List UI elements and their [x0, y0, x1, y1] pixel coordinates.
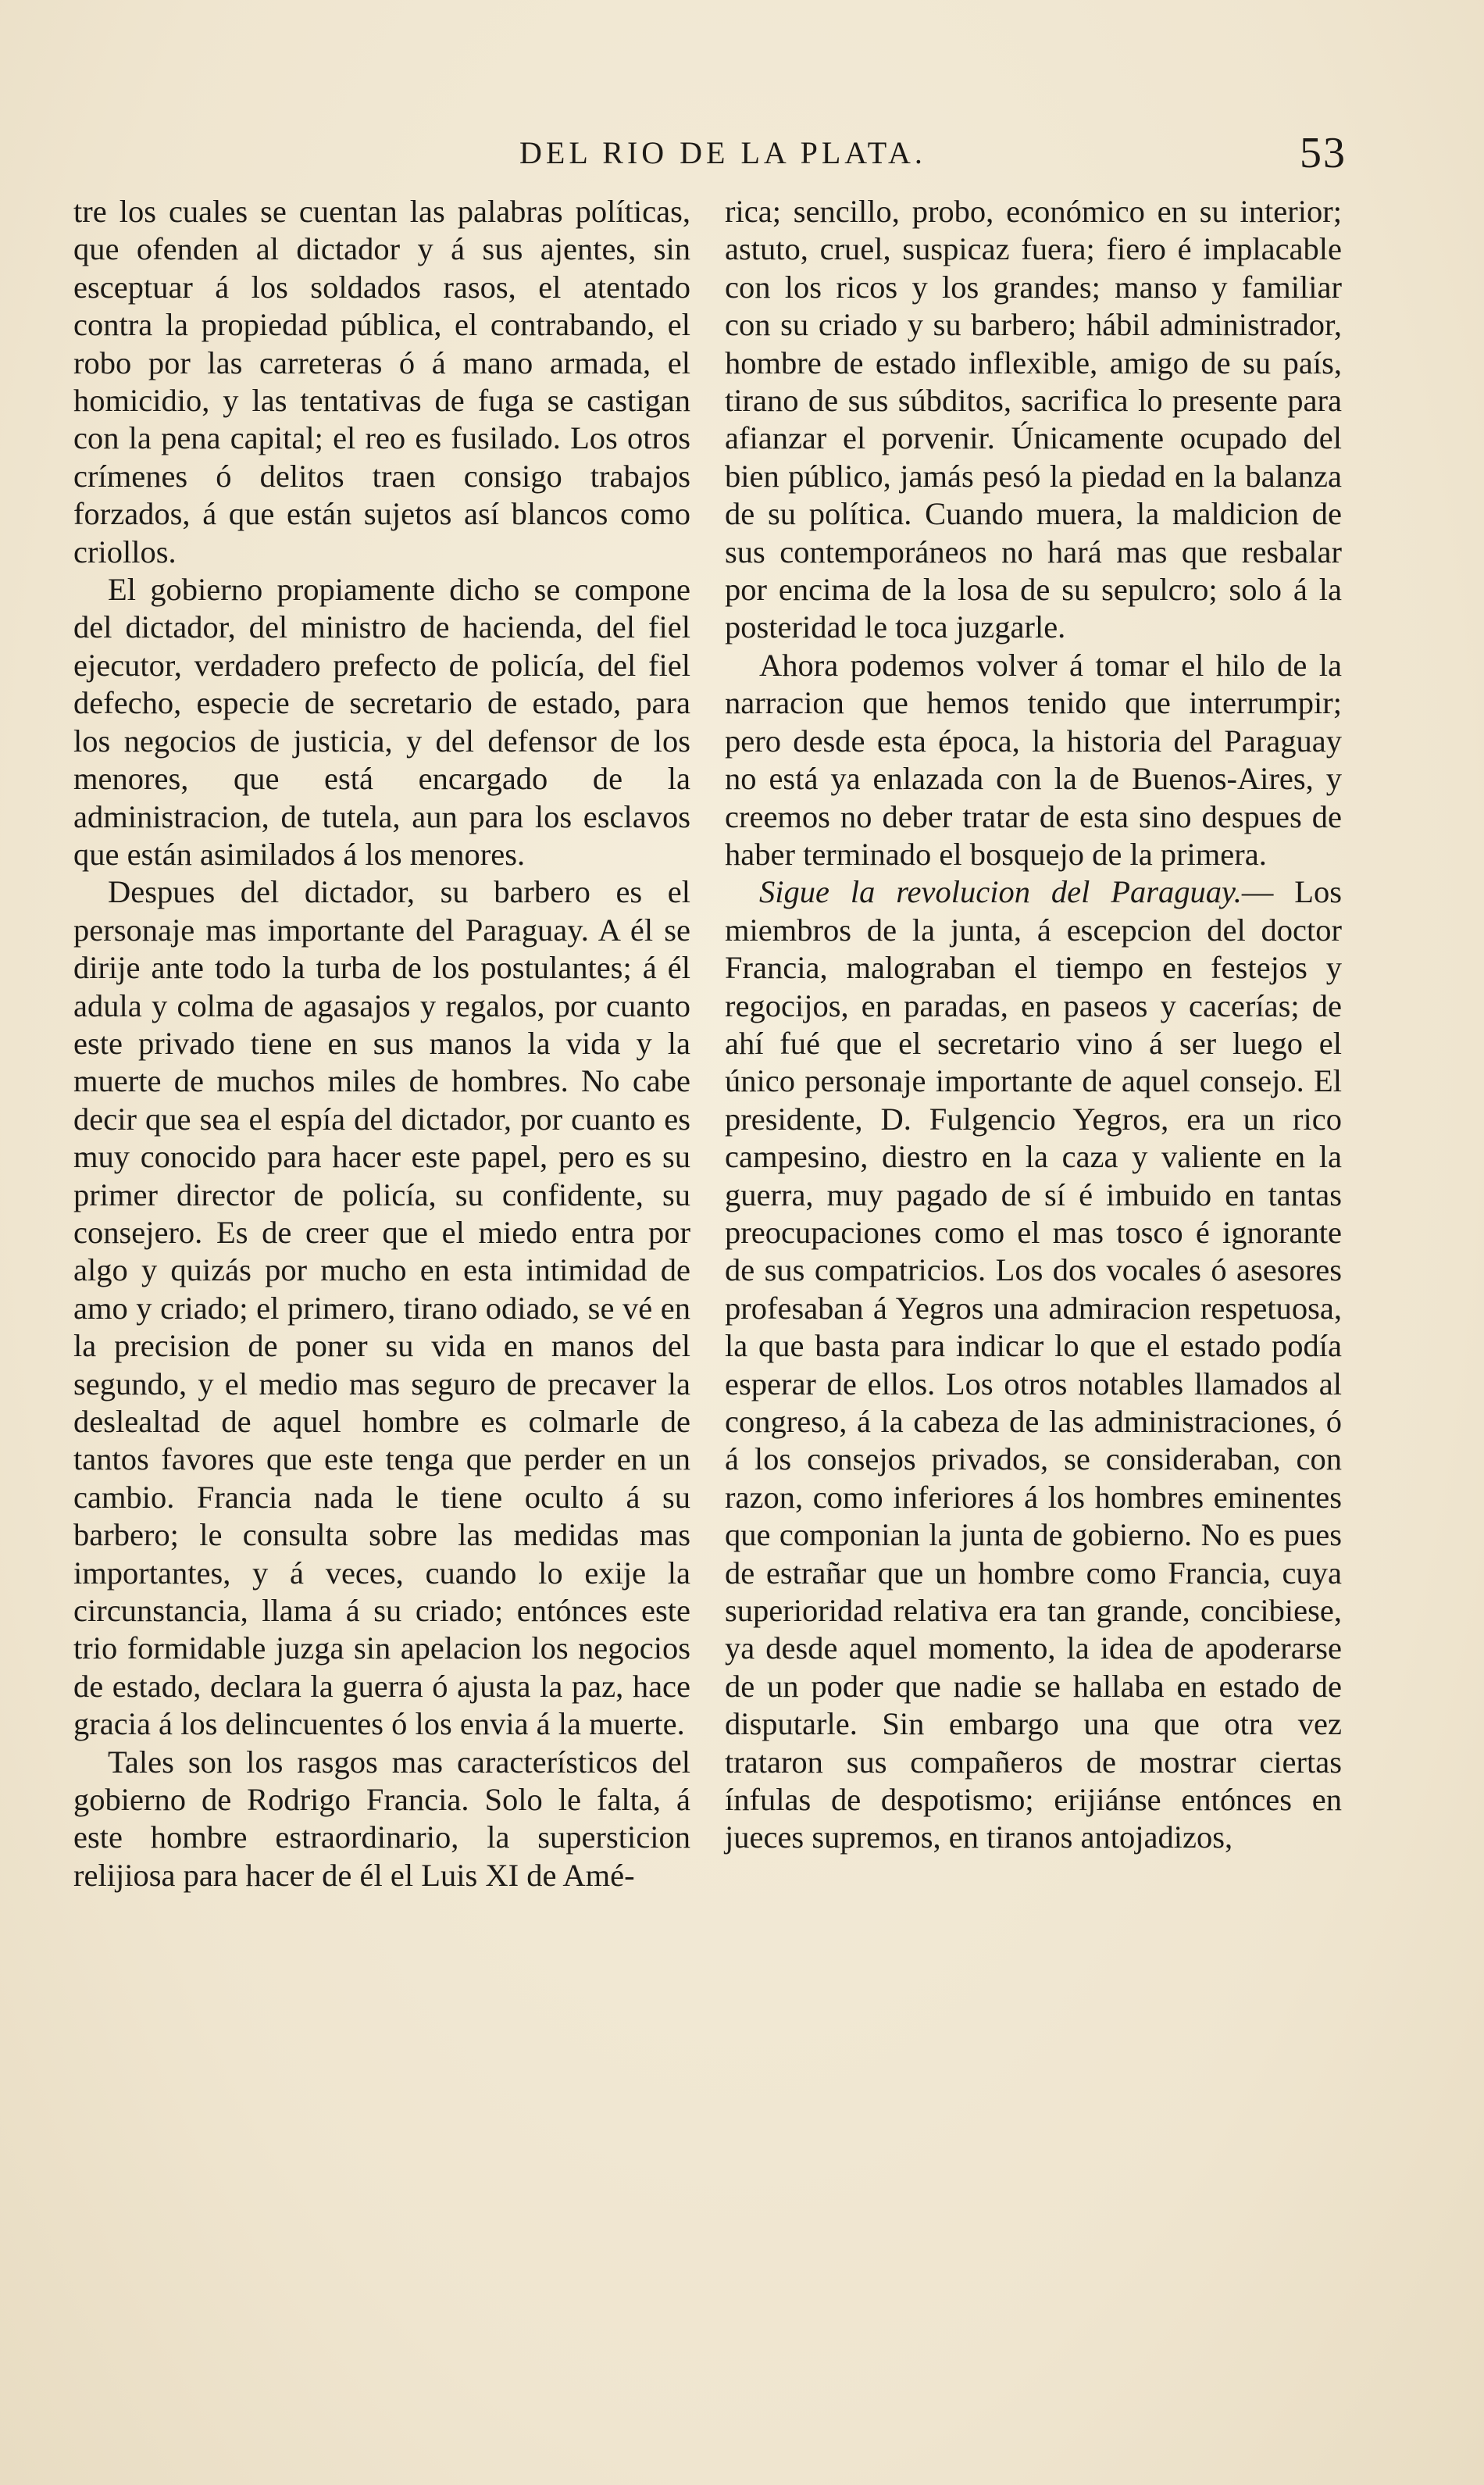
- running-head: DEL RIO DE LA PLATA.: [519, 135, 926, 170]
- page-header: [0, 129, 1484, 189]
- paragraph: Ahora podemos volver á tomar el hilo de la narracion que hemos tenido que interrumpir; pero desde esta época, la historia del Paraguay no está ya enlazada con la de Buenos-Aires, y creemos no deber tratar de esta sino despues de haber terminado el bosquejo de la primera.: [725, 647, 1342, 872]
- paragraph: rica; sencillo, probo, económico en su interior; astuto, cruel, suspicaz fuera; fiero é implacable con los ricos y los grandes; manso y familiar con su criado y su barbero; hábil administrador, hombre de estado inflexible, amigo de su país, tirano de sus súbditos, sacrifica lo presente para afianzar el porvenir. Únicamente ocupado del bien público, jamás pesó la piedad en la balanza de su política. Cuando muera, la maldicion de sus contemporáneos no hará mas que resbalar por encima de la losa de su sepulcro; solo á la posteridad le toca juzgarle.: [725, 194, 1342, 645]
- paragraph: Despues del dictador, su barbero es el personaje mas importante del Paraguay. A él se dirije ante todo la turba de los postulantes; á él adula y colma de agasajos y regalos, por cuanto este privado tiene en sus manos la vida y la muerte de muchos miles de hombres. No cabe decir que sea el espía del dictador, por cuanto es muy conocido para hacer este papel, pero es su primer director de policía, su confidente, su consejero. Es de creer que el miedo entra por algo y quizás por mucho en esta intimidad de amo y criado; el primero, tirano odiado, se vé en la precision de poner su vida en manos del segundo, y el medio mas seguro de precaver la deslealtad de aquel hombre es colmarle de tantos favores que este tenga que perder en un cambio. Francia nada le tiene oculto á su barbero; le consulta sobre las medidas mas importantes, y á veces, cuando lo exije la circunstancia, llama á su criado; entónces este trio formidable juzga sin apelacion los negocios de estado, declara la guerra ó ajusta la paz, hace gracia á los delincuentes ó los envia á la muerte.: [73, 874, 690, 1742]
- page-number: 53: [1300, 129, 1347, 177]
- right-column: [725, 193, 1342, 1857]
- paragraph: El gobierno propiamente dicho se compone del dictador, del ministro de hacienda, del fiel ejecutor, verdadero prefecto de policía, del fiel defecho, especie de secretario de estado, para los negocios de justicia, y del defensor de los menores, que está encargado de la administracion, de tutela, aun para los esclavos que están asimilados á los menores.: [73, 572, 690, 872]
- section-heading: Sigue la revolucion del Paraguay.: [759, 874, 1242, 910]
- left-column: [73, 193, 690, 1894]
- em-dash: —: [1241, 874, 1274, 910]
- paragraph-text: Los miembros de la junta, á escepcion del doctor Francia, malograban el tiempo en festejos y regocijos, en paradas, en paseos y cacerías; de ahí fué que el secretario vino á ser luego el único personaje importante de aquel consejo. El presidente, D. Fulgencio Yegros, era un rico campesino, diestro en la caza y valiente en la guerra, muy pagado de sí é imbuido en tantas preocupaciones como el mas tosco é ignorante de sus compatricios. Los dos vocales ó asesores profesaban á Yegros una admiracion respetuosa, la que basta para indicar lo que el estado podía esperar de ellos. Los otros notables llamados al congreso, á la cabeza de las administraciones, ó á los consejos privados, se consideraban, con razon, como inferiores á los hombres eminentes que componian la junta de gobierno. No es pues de estrañar que un hombre como Francia, cuya superioridad relativa era tan grande, concibiese, ya desde aquel momento, la idea de apoderarse de un poder que nadie se hallaba en estado de disputarle. Sin embargo una que otra vez trataron sus compañeros de mostrar ciertas ínfulas de despotismo; erijiánse entónces en jueces supremos, en tiranos antojadizos,: [725, 874, 1343, 1855]
- paragraph: tre los cuales se cuentan las palabras políticas, que ofenden al dictador y á sus ajentes, sin esceptuar á los soldados rasos, el atentado contra la propiedad pública, el contrabando, el robo por las carreteras ó á mano armada, el homicidio, y las tentativas de fuga se castigan con la pena capital; el reo es fusilado. Los otros crímenes ó delitos traen consigo trabajos forzados, á que están sujetos así blancos como criollos.: [73, 194, 690, 569]
- paragraph: Tales son los rasgos mas característicos del gobierno de Rodrigo Francia. Solo le falta, á este hombre estraordinario, la supersticion relijiosa para hacer de él el Luis XI de Amé-: [73, 1744, 690, 1893]
- paragraph: [725, 873, 1342, 1857]
